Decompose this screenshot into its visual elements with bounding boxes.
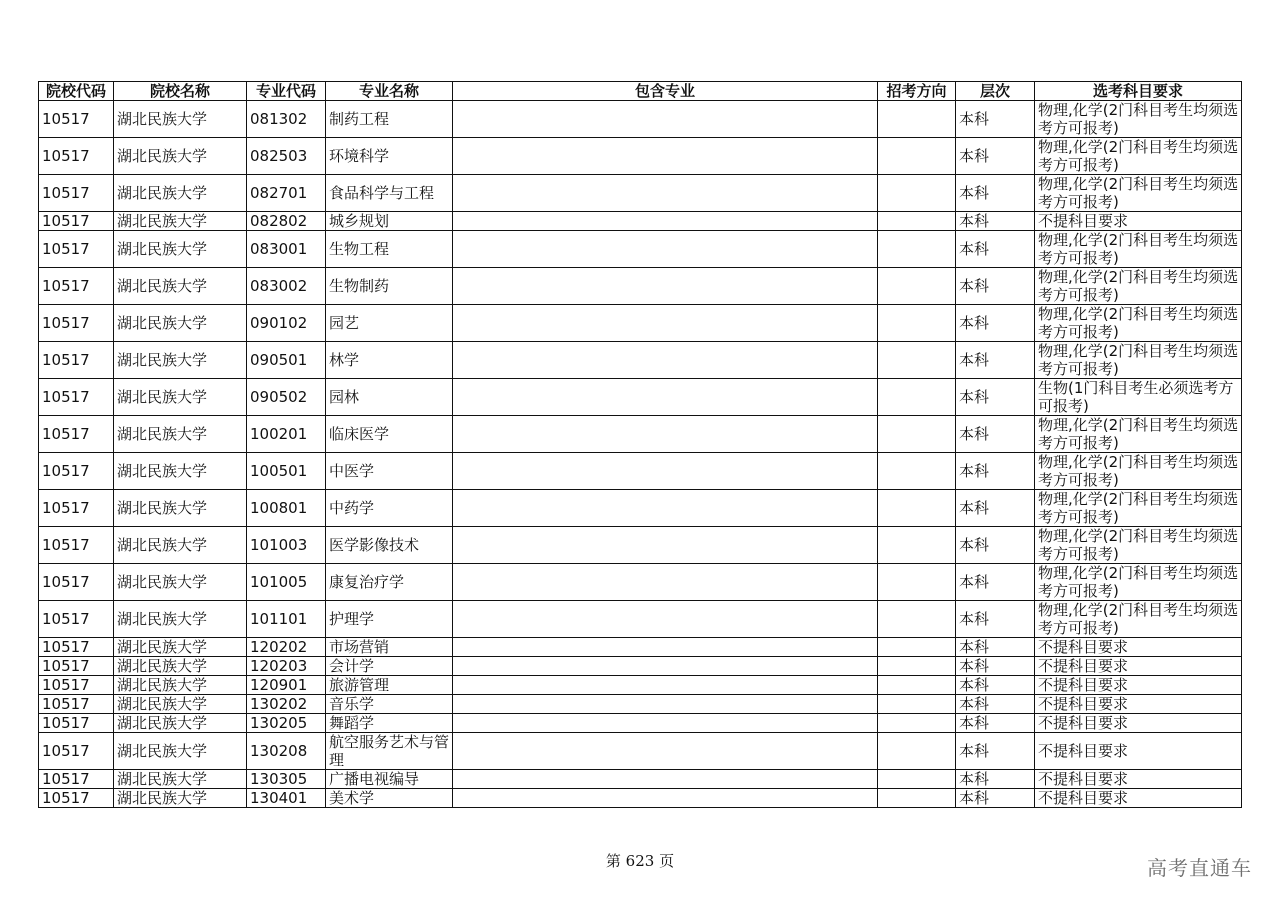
cell-included-majors — [453, 490, 878, 527]
header-major-name: 专业名称 — [326, 82, 453, 101]
cell-school-code: 10517 — [39, 789, 114, 808]
cell-major-code: 100501 — [247, 453, 326, 490]
cell-school-code: 10517 — [39, 601, 114, 638]
cell-major-code: 101005 — [247, 564, 326, 601]
table-row — [39, 601, 1242, 638]
cell-direction — [878, 638, 956, 657]
cell-school-code: 10517 — [39, 453, 114, 490]
cell-direction — [878, 676, 956, 695]
cell-school-name: 湖北民族大学 — [114, 138, 247, 175]
cell-school-code: 10517 — [39, 101, 114, 138]
cell-included-majors — [453, 733, 878, 770]
cell-included-majors — [453, 212, 878, 231]
cell-subject-requirement: 物理,化学(2门科目考生均须选考方可报考) — [1035, 231, 1242, 268]
cell-major-code: 130401 — [247, 789, 326, 808]
cell-included-majors — [453, 695, 878, 714]
table-row — [39, 101, 1242, 138]
cell-major-name: 市场营销 — [326, 638, 453, 657]
cell-level: 本科 — [956, 527, 1035, 564]
cell-school-name: 湖北民族大学 — [114, 527, 247, 564]
cell-major-name: 生物制药 — [326, 268, 453, 305]
cell-included-majors — [453, 101, 878, 138]
cell-subject-requirement: 不提科目要求 — [1035, 789, 1242, 808]
cell-school-name: 湖北民族大学 — [114, 676, 247, 695]
cell-subject-requirement: 物理,化学(2门科目考生均须选考方可报考) — [1035, 305, 1242, 342]
cell-major-code: 130305 — [247, 770, 326, 789]
table-row — [39, 231, 1242, 268]
cell-major-name: 城乡规划 — [326, 212, 453, 231]
cell-school-code: 10517 — [39, 638, 114, 657]
cell-major-code: 082701 — [247, 175, 326, 212]
cell-major-name: 制药工程 — [326, 101, 453, 138]
cell-school-name: 湖北民族大学 — [114, 695, 247, 714]
table-row — [39, 416, 1242, 453]
cell-included-majors — [453, 453, 878, 490]
cell-direction — [878, 268, 956, 305]
table-row — [39, 453, 1242, 490]
cell-school-name: 湖北民族大学 — [114, 268, 247, 305]
cell-major-name: 音乐学 — [326, 695, 453, 714]
cell-level: 本科 — [956, 770, 1035, 789]
cell-subject-requirement: 不提科目要求 — [1035, 695, 1242, 714]
header-included-majors: 包含专业 — [453, 82, 878, 101]
cell-school-name: 湖北民族大学 — [114, 714, 247, 733]
table-row — [39, 657, 1242, 676]
cell-included-majors — [453, 231, 878, 268]
cell-subject-requirement: 物理,化学(2门科目考生均须选考方可报考) — [1035, 416, 1242, 453]
admission-table — [38, 81, 1242, 808]
cell-major-name: 生物工程 — [326, 231, 453, 268]
cell-level: 本科 — [956, 212, 1035, 231]
cell-school-code: 10517 — [39, 379, 114, 416]
cell-level: 本科 — [956, 490, 1035, 527]
cell-school-code: 10517 — [39, 676, 114, 695]
cell-school-name: 湖北民族大学 — [114, 453, 247, 490]
table-row — [39, 268, 1242, 305]
table-row — [39, 695, 1242, 714]
cell-major-name: 食品科学与工程 — [326, 175, 453, 212]
cell-subject-requirement: 不提科目要求 — [1035, 676, 1242, 695]
cell-major-name: 林学 — [326, 342, 453, 379]
header-school-code: 院校代码 — [39, 82, 114, 101]
cell-included-majors — [453, 714, 878, 733]
cell-subject-requirement: 不提科目要求 — [1035, 770, 1242, 789]
cell-subject-requirement: 物理,化学(2门科目考生均须选考方可报考) — [1035, 101, 1242, 138]
table-row — [39, 527, 1242, 564]
cell-school-code: 10517 — [39, 490, 114, 527]
cell-school-name: 湖北民族大学 — [114, 379, 247, 416]
cell-subject-requirement: 不提科目要求 — [1035, 212, 1242, 231]
cell-direction — [878, 733, 956, 770]
cell-school-code: 10517 — [39, 416, 114, 453]
cell-included-majors — [453, 601, 878, 638]
cell-school-name: 湖北民族大学 — [114, 305, 247, 342]
cell-direction — [878, 101, 956, 138]
cell-major-code: 090102 — [247, 305, 326, 342]
cell-school-name: 湖北民族大学 — [114, 231, 247, 268]
cell-included-majors — [453, 138, 878, 175]
cell-school-name: 湖北民族大学 — [114, 733, 247, 770]
cell-direction — [878, 601, 956, 638]
cell-major-name: 美术学 — [326, 789, 453, 808]
cell-major-code: 130202 — [247, 695, 326, 714]
cell-major-name: 园艺 — [326, 305, 453, 342]
header-major-code: 专业代码 — [247, 82, 326, 101]
cell-level: 本科 — [956, 138, 1035, 175]
cell-school-name: 湖北民族大学 — [114, 770, 247, 789]
cell-major-code: 120202 — [247, 638, 326, 657]
cell-major-code: 130208 — [247, 733, 326, 770]
table-row — [39, 342, 1242, 379]
cell-school-code: 10517 — [39, 564, 114, 601]
cell-subject-requirement: 物理,化学(2门科目考生均须选考方可报考) — [1035, 564, 1242, 601]
cell-level: 本科 — [956, 638, 1035, 657]
cell-school-code: 10517 — [39, 175, 114, 212]
page-number: 第 623 页 — [605, 852, 675, 870]
cell-school-name: 湖北民族大学 — [114, 212, 247, 231]
cell-major-name: 临床医学 — [326, 416, 453, 453]
cell-included-majors — [453, 564, 878, 601]
cell-school-code: 10517 — [39, 695, 114, 714]
cell-level: 本科 — [956, 789, 1035, 808]
cell-school-code: 10517 — [39, 657, 114, 676]
cell-included-majors — [453, 676, 878, 695]
cell-direction — [878, 453, 956, 490]
cell-school-code: 10517 — [39, 714, 114, 733]
cell-included-majors — [453, 789, 878, 808]
cell-school-name: 湖北民族大学 — [114, 490, 247, 527]
cell-major-code: 101003 — [247, 527, 326, 564]
cell-subject-requirement: 不提科目要求 — [1035, 638, 1242, 657]
cell-level: 本科 — [956, 714, 1035, 733]
cell-school-code: 10517 — [39, 212, 114, 231]
cell-major-name: 会计学 — [326, 657, 453, 676]
cell-subject-requirement: 物理,化学(2门科目考生均须选考方可报考) — [1035, 138, 1242, 175]
cell-major-name: 舞蹈学 — [326, 714, 453, 733]
cell-included-majors — [453, 342, 878, 379]
cell-major-name: 环境科学 — [326, 138, 453, 175]
cell-level: 本科 — [956, 564, 1035, 601]
cell-major-code: 130205 — [247, 714, 326, 733]
cell-level: 本科 — [956, 268, 1035, 305]
cell-major-code: 083002 — [247, 268, 326, 305]
header-subject-requirement: 选考科目要求 — [1035, 82, 1242, 101]
cell-school-name: 湖北民族大学 — [114, 101, 247, 138]
cell-major-name: 护理学 — [326, 601, 453, 638]
cell-direction — [878, 138, 956, 175]
table-row — [39, 770, 1242, 789]
cell-school-code: 10517 — [39, 527, 114, 564]
table-row — [39, 714, 1242, 733]
cell-subject-requirement: 生物(1门科目考生必须选考方可报考) — [1035, 379, 1242, 416]
cell-school-name: 湖北民族大学 — [114, 564, 247, 601]
cell-direction — [878, 695, 956, 714]
cell-school-code: 10517 — [39, 733, 114, 770]
cell-level: 本科 — [956, 175, 1035, 212]
cell-direction — [878, 231, 956, 268]
cell-level: 本科 — [956, 657, 1035, 676]
cell-level: 本科 — [956, 342, 1035, 379]
cell-major-code: 082503 — [247, 138, 326, 175]
cell-included-majors — [453, 416, 878, 453]
cell-school-name: 湖北民族大学 — [114, 638, 247, 657]
cell-included-majors — [453, 379, 878, 416]
cell-direction — [878, 527, 956, 564]
cell-subject-requirement: 物理,化学(2门科目考生均须选考方可报考) — [1035, 453, 1242, 490]
cell-major-code: 082802 — [247, 212, 326, 231]
table-row — [39, 564, 1242, 601]
watermark-text: 高考直通车 — [1147, 856, 1252, 880]
cell-included-majors — [453, 527, 878, 564]
cell-major-code: 081302 — [247, 101, 326, 138]
cell-major-name: 康复治疗学 — [326, 564, 453, 601]
cell-major-code: 100201 — [247, 416, 326, 453]
cell-level: 本科 — [956, 101, 1035, 138]
cell-school-name: 湖北民族大学 — [114, 416, 247, 453]
table-row — [39, 138, 1242, 175]
cell-major-code: 120901 — [247, 676, 326, 695]
cell-school-name: 湖北民族大学 — [114, 601, 247, 638]
cell-included-majors — [453, 175, 878, 212]
cell-level: 本科 — [956, 231, 1035, 268]
header-level: 层次 — [956, 82, 1035, 101]
table-row — [39, 305, 1242, 342]
cell-school-code: 10517 — [39, 231, 114, 268]
cell-major-name: 医学影像技术 — [326, 527, 453, 564]
table-row — [39, 175, 1242, 212]
table-row — [39, 212, 1242, 231]
cell-school-name: 湖北民族大学 — [114, 657, 247, 676]
cell-school-code: 10517 — [39, 770, 114, 789]
table-row — [39, 676, 1242, 695]
cell-major-code: 090501 — [247, 342, 326, 379]
cell-subject-requirement: 物理,化学(2门科目考生均须选考方可报考) — [1035, 268, 1242, 305]
cell-major-code: 100801 — [247, 490, 326, 527]
cell-major-name: 园林 — [326, 379, 453, 416]
table-row — [39, 379, 1242, 416]
cell-direction — [878, 564, 956, 601]
cell-direction — [878, 212, 956, 231]
cell-school-code: 10517 — [39, 268, 114, 305]
cell-direction — [878, 416, 956, 453]
cell-subject-requirement: 物理,化学(2门科目考生均须选考方可报考) — [1035, 175, 1242, 212]
cell-direction — [878, 342, 956, 379]
table-row — [39, 490, 1242, 527]
cell-level: 本科 — [956, 733, 1035, 770]
cell-subject-requirement: 物理,化学(2门科目考生均须选考方可报考) — [1035, 527, 1242, 564]
cell-major-code: 101101 — [247, 601, 326, 638]
cell-school-name: 湖北民族大学 — [114, 175, 247, 212]
cell-major-code: 090502 — [247, 379, 326, 416]
header-direction: 招考方向 — [878, 82, 956, 101]
cell-included-majors — [453, 638, 878, 657]
cell-direction — [878, 305, 956, 342]
cell-major-name: 航空服务艺术与管理 — [326, 733, 453, 770]
cell-school-name: 湖北民族大学 — [114, 342, 247, 379]
cell-included-majors — [453, 657, 878, 676]
cell-level: 本科 — [956, 601, 1035, 638]
cell-major-name: 中药学 — [326, 490, 453, 527]
cell-level: 本科 — [956, 379, 1035, 416]
cell-direction — [878, 379, 956, 416]
cell-subject-requirement: 不提科目要求 — [1035, 733, 1242, 770]
cell-major-name: 旅游管理 — [326, 676, 453, 695]
cell-subject-requirement: 物理,化学(2门科目考生均须选考方可报考) — [1035, 342, 1242, 379]
cell-level: 本科 — [956, 676, 1035, 695]
cell-included-majors — [453, 770, 878, 789]
cell-level: 本科 — [956, 453, 1035, 490]
cell-direction — [878, 789, 956, 808]
cell-level: 本科 — [956, 305, 1035, 342]
cell-subject-requirement: 不提科目要求 — [1035, 657, 1242, 676]
table-row — [39, 789, 1242, 808]
cell-level: 本科 — [956, 416, 1035, 453]
cell-direction — [878, 490, 956, 527]
cell-major-name: 中医学 — [326, 453, 453, 490]
cell-school-code: 10517 — [39, 138, 114, 175]
table-header-row — [39, 82, 1242, 101]
table-row — [39, 638, 1242, 657]
cell-major-code: 120203 — [247, 657, 326, 676]
table-body — [39, 101, 1242, 808]
cell-major-code: 083001 — [247, 231, 326, 268]
cell-direction — [878, 770, 956, 789]
cell-school-code: 10517 — [39, 305, 114, 342]
cell-direction — [878, 175, 956, 212]
cell-direction — [878, 714, 956, 733]
cell-subject-requirement: 物理,化学(2门科目考生均须选考方可报考) — [1035, 601, 1242, 638]
cell-school-code: 10517 — [39, 342, 114, 379]
cell-subject-requirement: 不提科目要求 — [1035, 714, 1242, 733]
cell-school-name: 湖北民族大学 — [114, 789, 247, 808]
cell-major-name: 广播电视编导 — [326, 770, 453, 789]
cell-included-majors — [453, 305, 878, 342]
cell-subject-requirement: 物理,化学(2门科目考生均须选考方可报考) — [1035, 490, 1242, 527]
cell-direction — [878, 657, 956, 676]
table-row — [39, 733, 1242, 770]
header-school-name: 院校名称 — [114, 82, 247, 101]
cell-level: 本科 — [956, 695, 1035, 714]
cell-included-majors — [453, 268, 878, 305]
